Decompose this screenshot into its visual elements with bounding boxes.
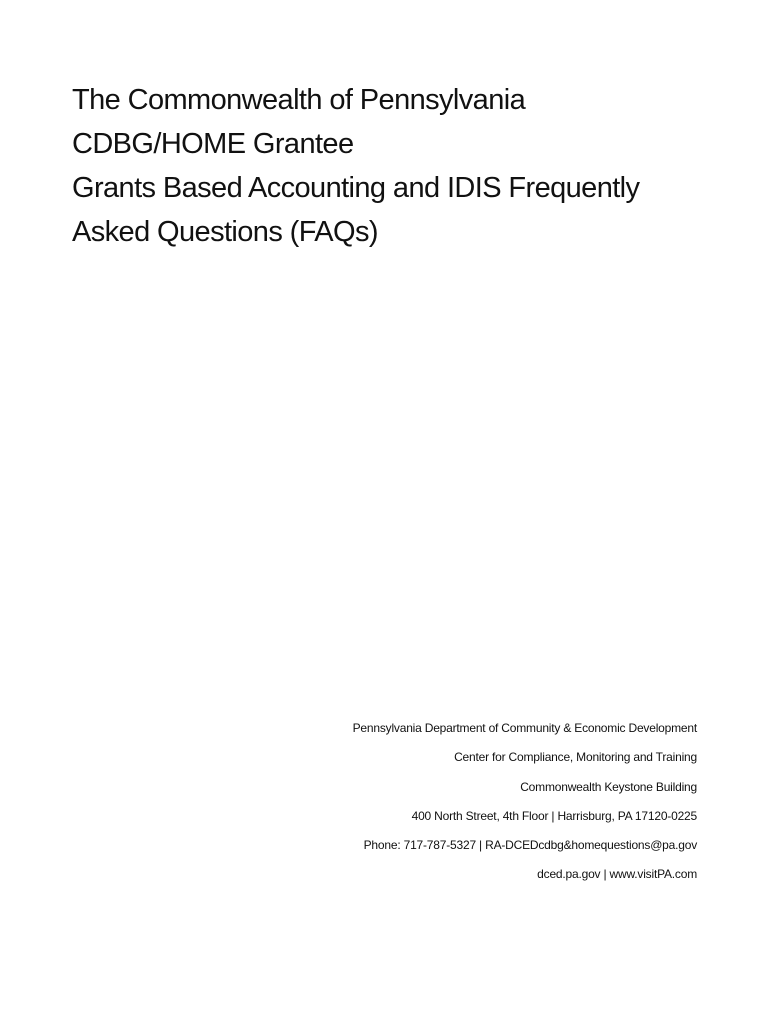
- department-name: Pennsylvania Department of Community & Economic Development: [352, 721, 697, 735]
- phone-email: Phone: 717-787-5327 | RA-DCEDcdbg&homequestions@pa.gov: [363, 838, 697, 853]
- document-title: [72, 78, 732, 254]
- center-name: Center for Compliance, Monitoring and Training: [454, 750, 697, 765]
- street-address: 400 North Street, 4th Floor | Harrisburg, PA 17120-0225: [411, 808, 697, 823]
- title-line-3: Grants Based Accounting and IDIS Frequently: [72, 172, 640, 204]
- title-line-4: Asked Questions (FAQs): [72, 216, 378, 248]
- websites: dced.pa.gov | www.visitPA.com: [537, 867, 697, 882]
- building-name: Commonwealth Keystone Building: [520, 779, 697, 794]
- contact-information: [237, 714, 697, 890]
- title-line-2: CDBG/HOME Grantee: [72, 128, 354, 160]
- title-line-1: The Commonwealth of Pennsylvania: [72, 84, 526, 116]
